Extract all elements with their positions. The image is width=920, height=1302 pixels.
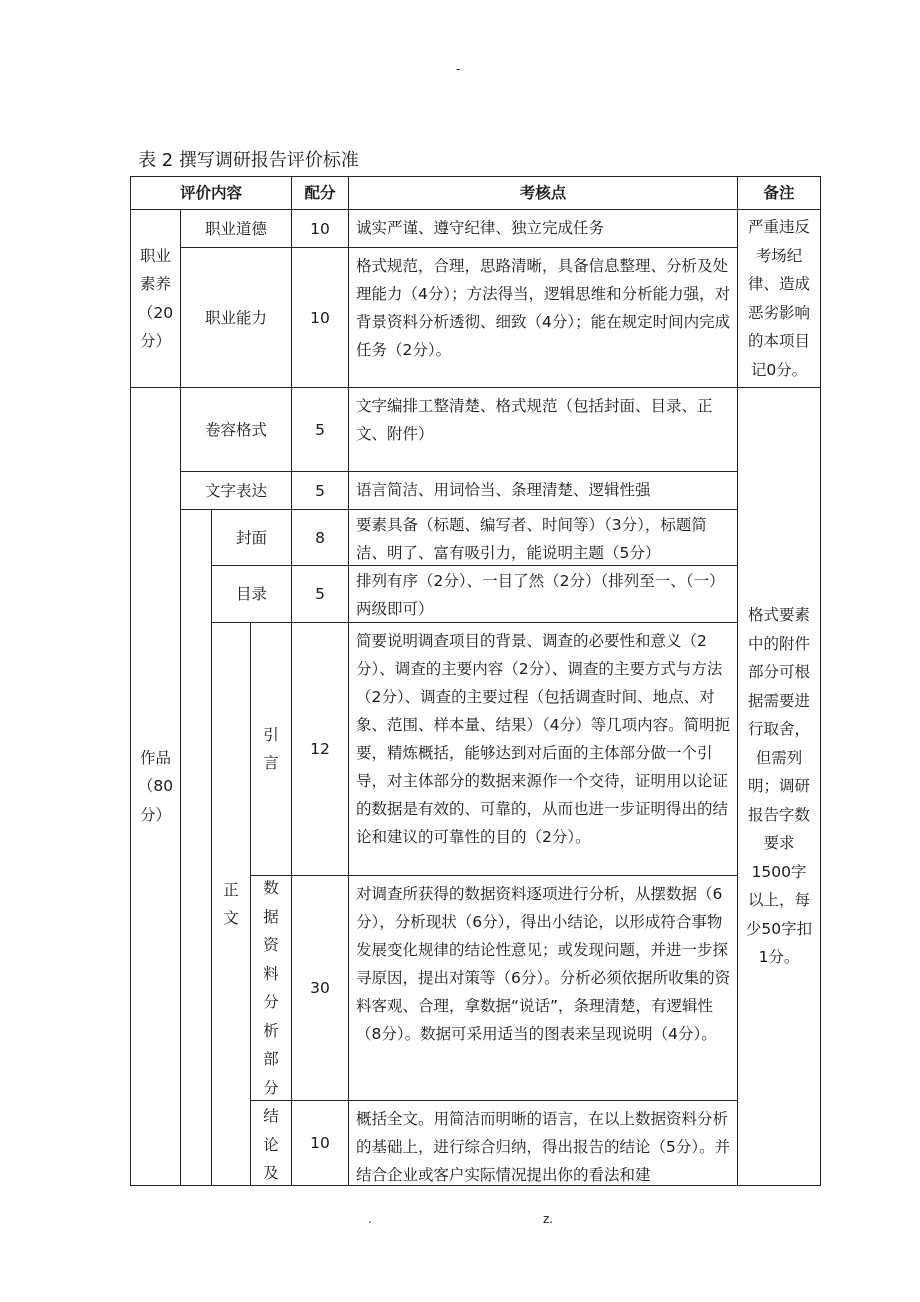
ethics-desc: 诚实严谨、遵守纪律、独立完成任务 [348,209,738,248]
intro-desc: 简要说明调查项目的背景、调查的必要性和意义（2分）、调查的主要内容（2分）、调查的主要方式与方法（2分）、调查的主要过程（包括调查时间、地点、对象、范围、样本量、结果）（4分）等几项内容。简明扼要，精炼概括，能够达到对后面的主体部分做一个引导，对主体部分的数据来源作一个交待，证明用以论证的数据是有效的、可靠的，从而也进一步证明得出的结论和建议的可靠性的目的（2分）。 [348,622,738,876]
section-professional: 职业素养（20分） [130,209,181,388]
analysis-desc: 对调查所获得的数据资料逐项进行分析，从摆数据（6分），分析现状（6分），得出小结论，以形成符合事物发展变化规律的结论性意见；或发现问题，并进一步探寻原因，提出对策等（6分）。分析必须依据所收集的资料客观、合理，拿数据“说话”，条理清楚，有逻辑性（8分）。数据可采用适当的图表来呈现说明（4分）。 [348,875,738,1101]
header-content: 评价内容 [130,176,292,210]
format-item: 卷容格式 [180,387,292,472]
format-score: 5 [291,387,349,472]
footer-mark-left: . [368,1212,372,1226]
toc-item: 目录 [211,565,292,623]
analysis-item: 数据资料分析部分 [250,875,292,1101]
note-professional: 严重违反考场纪律、造成恶劣影响的本项目记0分。 [737,209,821,388]
format-desc: 文字编排工整清楚、格式规范（包括封面、目录、正文、附件） [348,387,738,472]
cover-score: 8 [291,509,349,566]
header-note: 备注 [737,176,821,210]
ethics-item: 职业道德 [180,209,292,248]
wording-item: 文字表达 [180,471,292,510]
footer-mark-right: z. [543,1212,554,1226]
ability-desc: 格式规范，合理，思路清晰，具备信息整理、分析及处理能力（4分）；方法得当，逻辑思维和分析能力强，对背景资料分析透彻、细致（4分）；能在规定时间内完成任务（2分）。 [348,247,738,388]
header-points: 考核点 [348,176,738,210]
section-body: 正文 [211,622,251,1186]
conclusion-desc: 概括全文。用简洁而明晰的语言，在以上数据资料分析的基础上，进行综合归纳，得出报告的结论（5分）。并结合企业或客户实际情况提出你的看法和建 [348,1100,738,1186]
blank-subcolumn [180,509,212,1186]
intro-score: 12 [291,622,349,876]
ability-item: 职业能力 [180,247,292,388]
header-score: 配分 [291,176,349,210]
section-work: 作品（80分） [130,387,181,1186]
cover-item: 封面 [211,509,292,566]
note-work: 格式要素中的附件部分可根据需要进行取舍，但需列明；调研报告字数要求1500字以上，每少50字扣1分。 [737,387,821,1186]
analysis-score: 30 [291,875,349,1101]
toc-desc: 排列有序（2分）、一目了然（2分）（排列至一、（一）两级即可） [348,565,738,623]
ability-score: 10 [291,247,349,388]
conclusion-item: 结论及 [250,1100,292,1186]
cover-desc: 要素具备（标题、编写者、时间等）（3分），标题简洁、明了、富有吸引力，能说明主题（5分） [348,509,738,566]
ethics-score: 10 [291,209,349,248]
wording-score: 5 [291,471,349,510]
conclusion-score: 10 [291,1100,349,1186]
toc-score: 5 [291,565,349,623]
intro-item: 引言 [250,622,292,876]
table-caption: 表 2 撰写调研报告评价标准 [138,150,359,171]
wording-desc: 语言简洁、用词恰当、条理清楚、逻辑性强 [348,471,738,510]
header-mark: - [456,62,461,76]
